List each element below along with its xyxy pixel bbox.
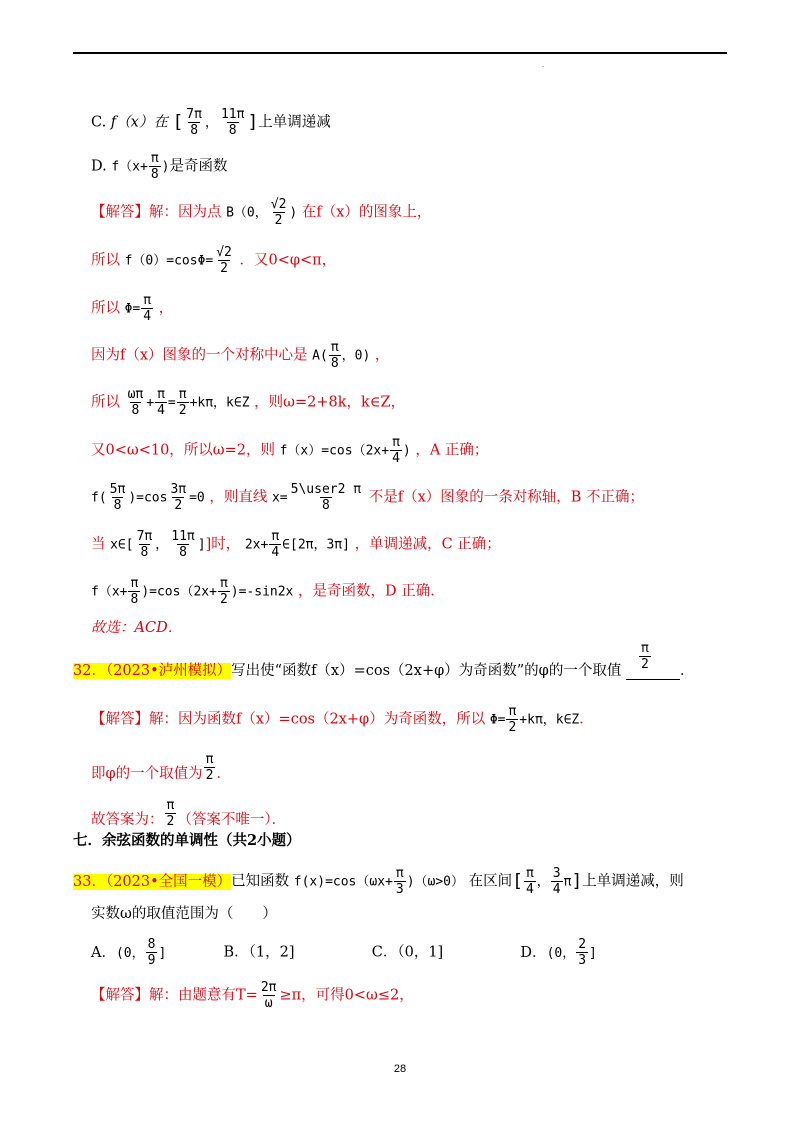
header-dot: . [542,62,544,69]
page-number: 28 [393,1063,407,1075]
solution-line-6: f( $\frac{5\pi}{8}$ )=cos $\frac{3\pi}{2}$ =0 ，则直线 x= 5\user2 π 8 不是f（x）图象的一条对称轴，B 不正确； [91,482,645,513]
section-heading: 七．余弦函数的单调性（共2小题） [73,832,301,849]
question-33: 33．（2023•全国一模）已知函数 f(x)=cos（ωx+ $\frac{\pi}{3}$ )（ω>0） 在区间[ $\frac{\pi}{4}$ ， $\frac{3}{4}$ π]上单调递减，则 [73,866,684,897]
solution-intro: 【解答】解：因为点 B（0， $\frac{√2}{2}$ ) 在f（x）的图象上， [91,197,432,228]
solution-line-1: 所以 f（0）=cosΦ= $\frac{√2}{2}$ ．又0<φ<π， [91,245,337,276]
option-c33: C．（0，1] [371,944,444,961]
option-a: A．(0， $\frac{8}{9}$ ] [91,937,167,968]
q32-source-tag: 32．（2023•泸州模拟） [73,663,232,679]
q32-answer: 故答案为： $\frac{\pi}{2}$ （答案不唯一）． [91,798,287,829]
q32-then: 即φ的一个取值为 $\frac{\pi}{2}$ ． [91,752,231,783]
q33-options [91,937,597,968]
q32-solution: 【解答】解：因为函数f（x）=cos（2x+φ）为奇函数，所以 Φ= $\frac{\pi}{2}$ +kπ，k∈Z． [91,704,594,735]
q33-source-tag: 33．（2023•全国一模） [73,873,232,890]
option-d: D. f（x+ $\frac{\pi}{8}$ )是奇函数 [91,151,228,182]
option-d33: D．(0， $\frac{2}{3}$ ] [520,937,597,968]
solution-line-7: 当 x∈[ $\frac{7\pi}{8}$ ， $\frac{11\pi}{8}$ ]]时， 2x+ $\frac{\pi}{4}$ ∈[2π，3π] ，单调递减，C 正确； [91,529,501,560]
solution-line-5: 又0<ω<10，所以ω=2，则 f（x）=cos（2x+ $\frac{\pi}{4}$ ) ，A 正确； [91,435,489,466]
header-rule [73,52,727,54]
solution-line-2: 所以 Φ= $\frac{\pi}{4}$ ， [91,293,174,324]
q33-solution: 【解答】解：由题意有T= $\frac{2\pi}{\omega}$ ≥π，可得0<ω≤2， [91,980,414,1011]
solution-line-3: 因为f（x）图象的一个对称中心是 A( $\frac{\pi}{8}$ ，0) ， [91,340,390,371]
option-b: B．（1，2] [223,944,295,961]
question-32: 32．（2023•泸州模拟）写出使“函数f（x）=cos（2x+φ）为奇函数”的φ的一个取值 π 2 ． [73,641,695,679]
solution-answer: 故选：ACD． [91,620,183,636]
option-c: C. f（x）在 [ $\frac{7\pi}{8}$ ， $\frac{11\pi}{8}$ ]上单调递减 [91,107,331,138]
q33-line2: 实数ω的取值范围为（ ） [91,906,277,922]
solution-line-8: f（x+ $\frac{\pi}{8}$ )=cos（2x+ $\frac{\pi}{2}$ )=-sin2x ，是奇函数，D 正确． [91,576,445,607]
solution-line-4: 所以 $\frac{\omega\pi}{8}$ + $\frac{\pi}{4}$ = $\frac{\pi}{2}$ +kπ，k∈Z ，则ω=2+8k，k∈Z， [91,387,406,418]
